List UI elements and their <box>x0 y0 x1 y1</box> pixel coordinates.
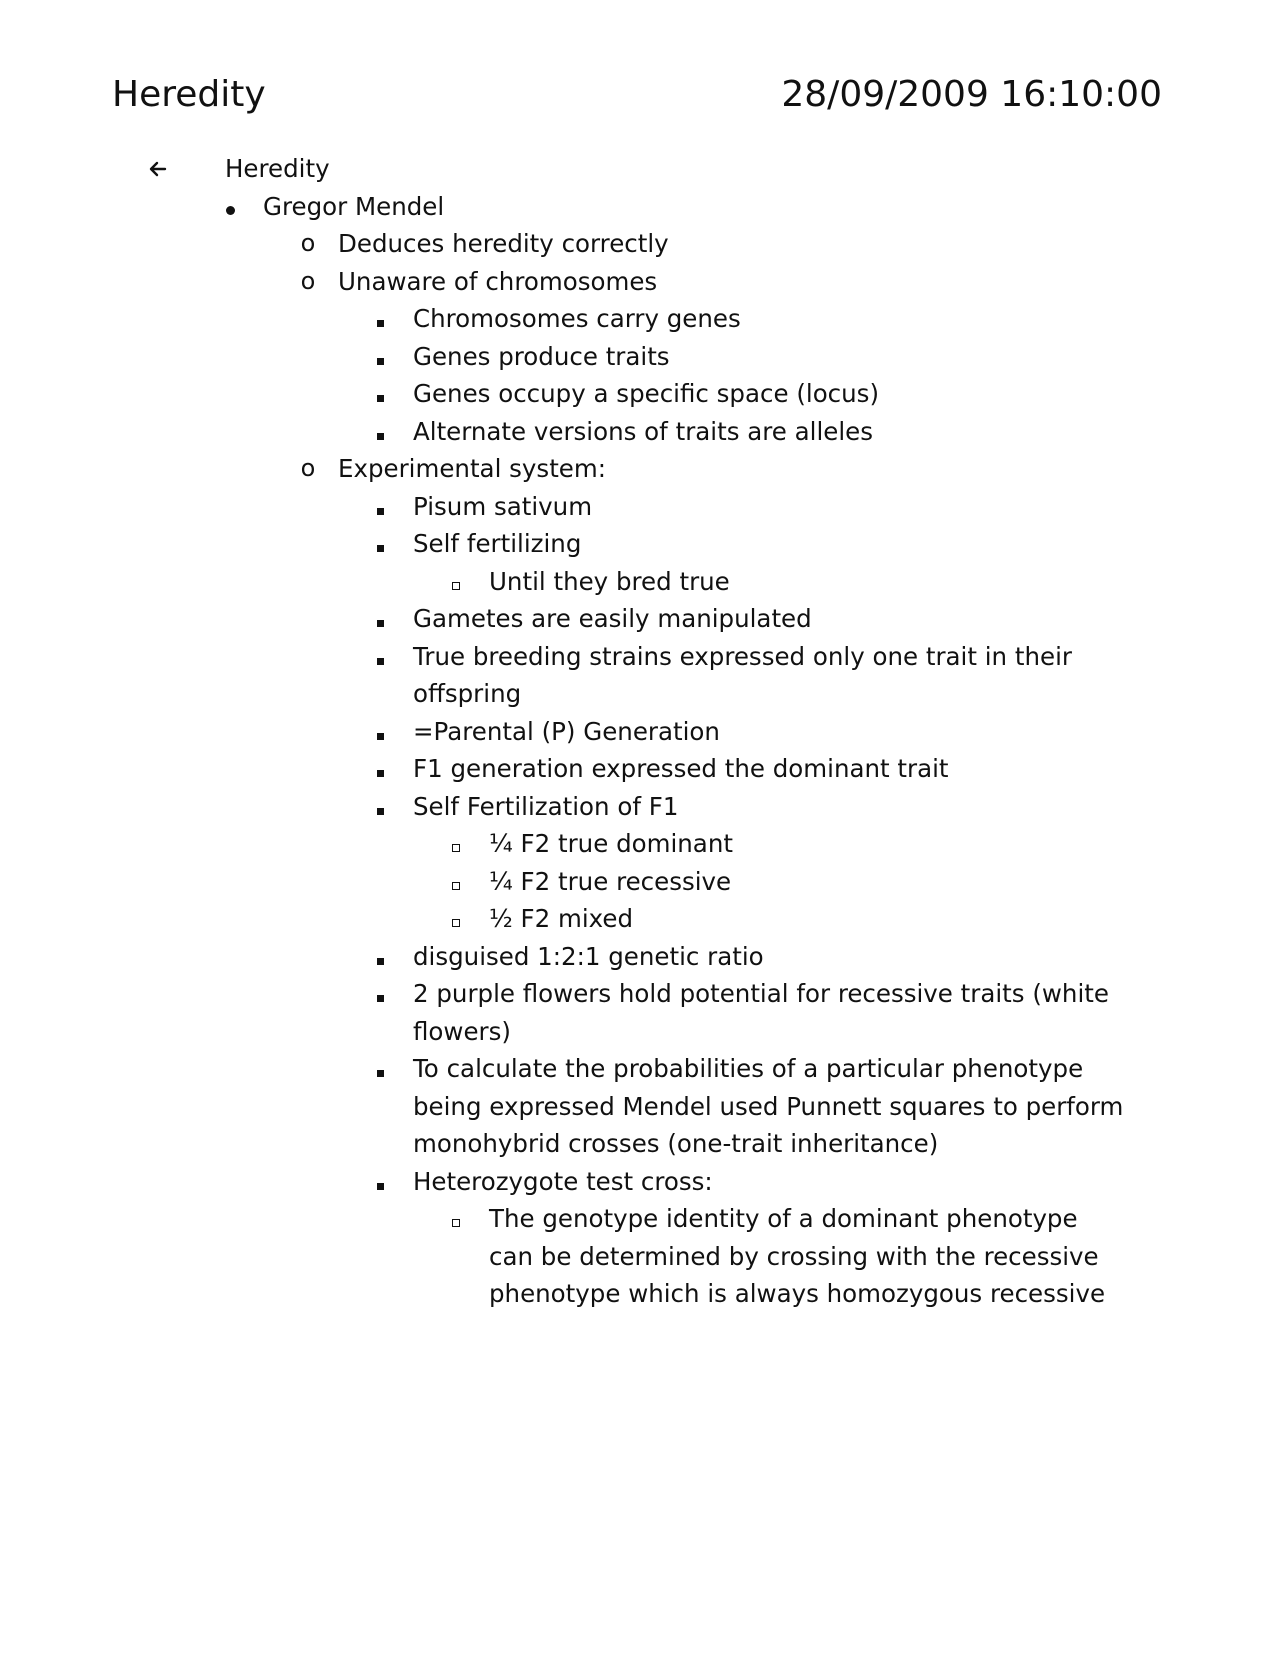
outline-item <box>0 188 1280 226</box>
outline-item-text: ½ F2 mixed <box>489 904 634 933</box>
outline-item-text: Genes produce traits <box>413 341 670 371</box>
outline-item-text: The genotype identity of a dominant phenotype can be determined by crossing with the recessive phenotype which is always homozygous recessive <box>489 1204 1106 1308</box>
bullet-dot-icon <box>222 188 238 226</box>
outline-item-text: Self fertilizing <box>413 529 582 558</box>
bullet-square-icon <box>372 525 388 563</box>
outline-item-text: F1 generation expressed the dominant trait <box>413 754 949 783</box>
outline <box>0 150 1280 1313</box>
bullet-square-icon <box>372 375 388 413</box>
outline-item <box>0 225 1280 263</box>
bullet-square-icon <box>372 713 388 751</box>
outline-item <box>0 375 1280 413</box>
outline-item-text: To calculate the probabilities of a particular phenotype being expressed Mendel used Punnett squares to perform monohybrid crosses (one-trait inheritance) <box>413 1054 1124 1158</box>
bullet-square-icon <box>372 938 388 976</box>
page-title: Heredity <box>112 74 266 115</box>
outline-item-text: 2 purple flowers hold potential for recessive traits (white flowers) <box>413 979 1109 1046</box>
page-header <box>112 70 1162 120</box>
bullet-o-icon: o <box>300 229 316 257</box>
outline-item-text: ¼ F2 true recessive <box>489 866 732 896</box>
bullet-hollow-square-icon <box>448 900 464 938</box>
bullet-hollow-square-icon <box>448 863 464 901</box>
outline-item-text: Gregor Mendel <box>263 191 445 221</box>
outline-item <box>0 413 1280 451</box>
outline-item <box>0 150 1280 188</box>
outline-item <box>0 450 1280 488</box>
outline-item <box>0 488 1280 526</box>
bullet-square-icon <box>372 1163 388 1201</box>
outline-item <box>0 263 1280 301</box>
bullet-square-icon <box>372 600 388 638</box>
outline-item-text: ¼ F2 true dominant <box>489 829 733 858</box>
outline-item-text: True breeding strains expressed only one trait in their offspring <box>413 641 1072 708</box>
outline-item <box>0 713 1280 751</box>
outline-item <box>0 1200 1280 1313</box>
outline-item-text: Gametes are easily manipulated <box>413 604 812 633</box>
outline-item-text: Unaware of chromosomes <box>338 266 658 296</box>
outline-item-text: Genes occupy a specific space (locus) <box>413 379 880 408</box>
outline-item <box>0 600 1280 638</box>
outline-item <box>0 900 1280 938</box>
bullet-hollow-square-icon <box>448 825 464 863</box>
page-datetime: 28/09/2009 16:10:00 <box>781 74 1162 115</box>
outline-item <box>0 338 1280 376</box>
outline-item-text: Heterozygote test cross: <box>413 1166 713 1196</box>
bullet-square-icon <box>372 638 388 676</box>
outline-item <box>0 563 1280 601</box>
outline-item-text: Pisum sativum <box>413 491 593 521</box>
bullet-hollow-square-icon <box>448 1200 464 1238</box>
bullet-square-icon <box>372 750 388 788</box>
bullet-square-icon <box>372 488 388 526</box>
bullet-hollow-square-icon <box>448 563 464 601</box>
bullet-square-icon <box>372 300 388 338</box>
bullet-square-icon <box>372 1050 388 1088</box>
outline-item <box>0 938 1280 976</box>
outline-item <box>0 788 1280 826</box>
outline-item <box>0 1163 1280 1201</box>
outline-item-text: Experimental system: <box>338 454 606 483</box>
outline-item <box>0 300 1280 338</box>
bullet-o-icon: o <box>300 454 316 482</box>
outline-item <box>0 975 1280 1050</box>
outline-item <box>0 638 1280 713</box>
outline-item-text: Heredity <box>225 154 330 183</box>
bullet-square-icon <box>372 788 388 826</box>
outline-item-text: Deduces heredity correctly <box>338 229 669 258</box>
bullet-o-icon: o <box>300 266 316 295</box>
outline-item-text: Chromosomes carry genes <box>413 304 741 333</box>
outline-item-text: Self Fertilization of F1 <box>413 791 679 821</box>
outline-item <box>0 863 1280 901</box>
outline-item-text: Alternate versions of traits are alleles <box>413 416 873 446</box>
outline-item <box>0 750 1280 788</box>
outline-item-text: disguised 1:2:1 genetic ratio <box>413 941 764 971</box>
outline-item <box>0 1050 1280 1163</box>
outline-item-text: Until they bred true <box>489 566 730 596</box>
bullet-square-icon <box>372 413 388 451</box>
outline-item-text: =Parental (P) Generation <box>413 716 720 746</box>
outline-item <box>0 525 1280 563</box>
bullet-square-icon <box>372 975 388 1013</box>
outline-item <box>0 825 1280 863</box>
bullet-square-icon <box>372 338 388 376</box>
left-arrow-icon <box>148 150 172 179</box>
